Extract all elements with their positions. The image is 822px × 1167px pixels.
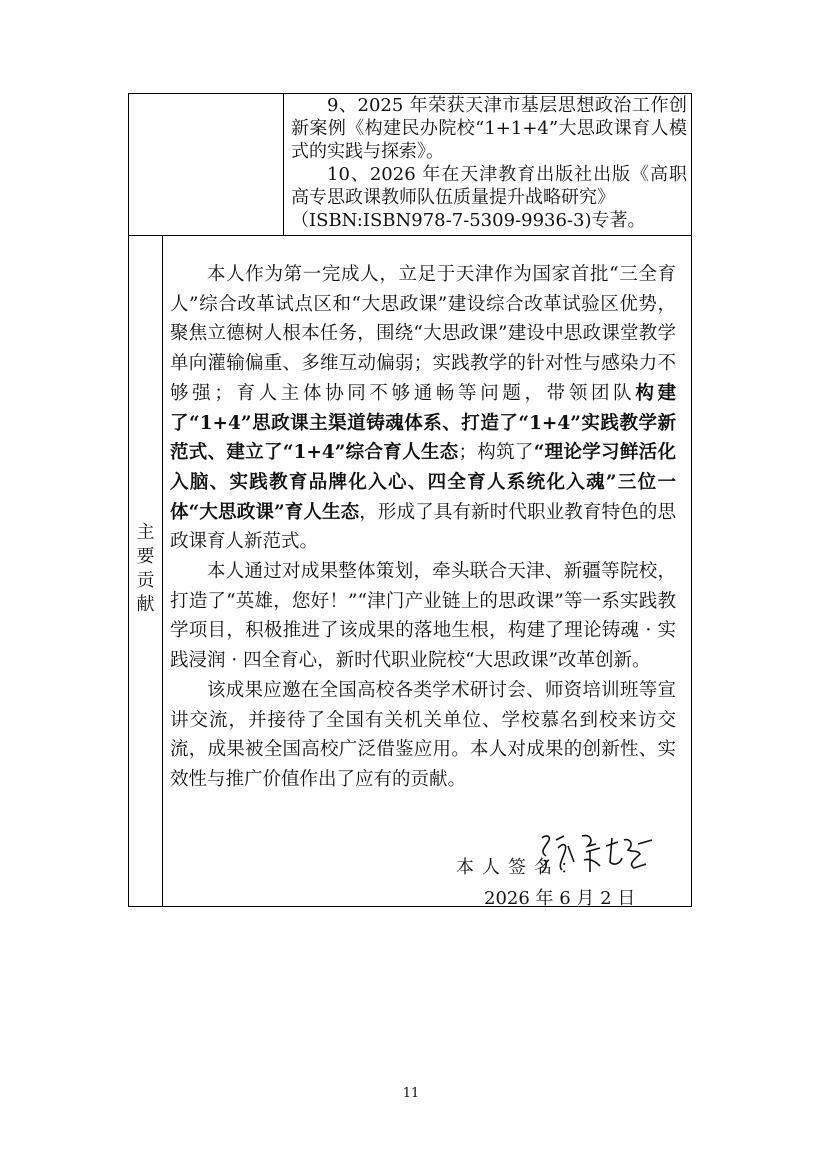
achievement-item-10: 10、2026 年在天津教育出版社出版《高职高专思政课教师队伍质量提升战略研究》 (291, 164, 687, 208)
achievements-text (291, 94, 687, 232)
text-run: ；构筑了 (458, 442, 534, 464)
main-contribution-table (128, 235, 692, 907)
signature-date: 2026 年 6 月 2 日 (484, 888, 636, 909)
label-char: 献 (136, 594, 155, 615)
label-char: 主 (136, 522, 155, 543)
contribution-text (170, 260, 676, 795)
contribution-paragraph-3: 该成果应邀在全国高校各类学术研讨会、师资培训班等宣讲交流，并接待了全国有关机关单位、学校慕名到校来访交流，成果被全国高校广泛借鉴应用。本人对成果的创新性、实效性与推广价值作出了应有的贡献。 (170, 679, 676, 790)
label-char: 要 (136, 546, 155, 567)
contribution-paragraph-1 (170, 260, 676, 557)
text-run: 本人作为第一完成人，立足于天津作为国家首批“三全育人”综合改革试点区和“大思政课”建设综合改革试验区优势，聚焦立德树人根本任务，围绕“大思政课”建设中思政课堂教学单向灌输偏重、多维互动偏弱；实践教学的针对性与感染力不够强；育人主体协同不够通畅等问题，带领团队 (170, 264, 676, 404)
signature-label: 本人签名： (456, 857, 586, 878)
top-table-cell (128, 93, 692, 236)
page-number: 11 (402, 1086, 420, 1101)
achievement-item-9: 9、2025 年荣获天津市基层思想政治工作创新案例《构建民办院校“1+1+4”大思政课育人模式的实践与探索》。 (291, 95, 687, 162)
contribution-paragraph-2: 本人通过对成果整体策划，牵头联合天津、新疆等院校，打造了“英雄，您好！”“津门产业链上的思政课”等一系实践教学项目，积极推进了该成果的落地生根，构建了理论铸魂 · 实践浸润 · 四全育心，新时代职业院校“大思政课”改革创新。 (170, 561, 676, 672)
label-column-divider (162, 236, 163, 906)
column-divider (283, 94, 284, 236)
bold-text-run: “理论学习鲜活化入脑、实践教育品牌化入心、四全育人系统化入魂”三位一体“大思政课”育人生态 (170, 442, 676, 523)
label-char: 贡 (136, 570, 155, 591)
achievement-item-10-isbn: （ISBN:ISBN978-7-5309-9936-3)专著。 (291, 210, 646, 231)
handwritten-signature (534, 826, 674, 876)
bold-text-run: 构建了“1+4”思政课主渠道铸魂体系、打造了“1+4”实践教学新范式、建立了“1+4”综合育人生态 (170, 382, 676, 464)
text-run: ，形成了具有新时代职业教育特色的思政课育人新范式。 (170, 501, 676, 553)
main-contribution-label (129, 521, 162, 617)
